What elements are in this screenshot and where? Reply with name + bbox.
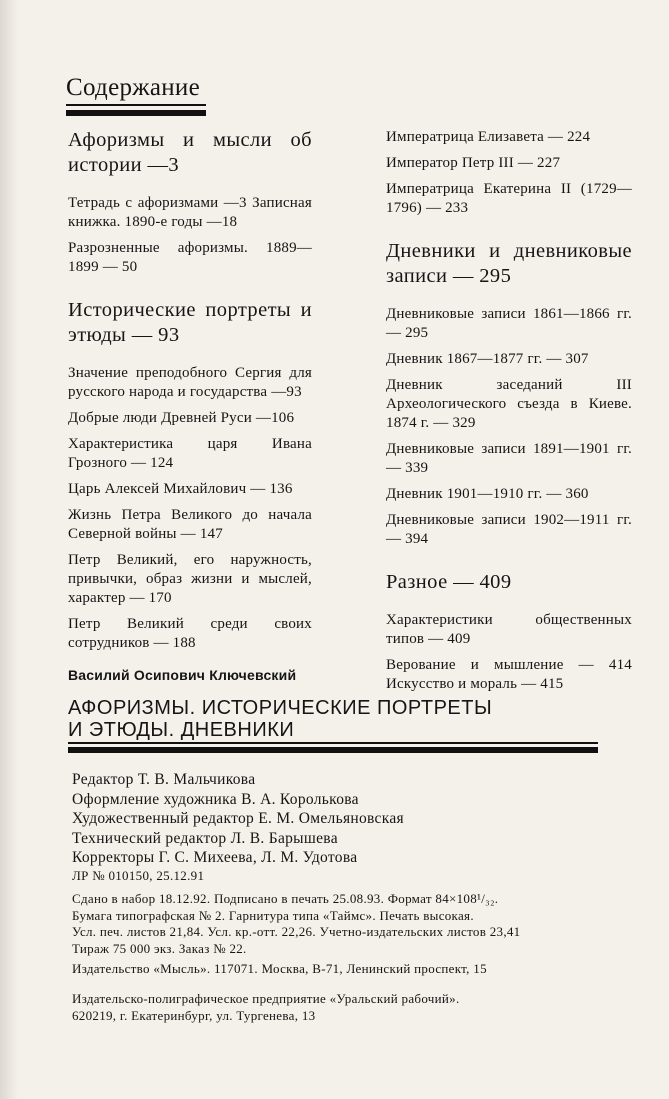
print-info-line: Усл. печ. листов 21,84. Усл. кр.-отт. 22,26. Учетно-издательских листов 23,41	[72, 924, 521, 939]
title-rule-thick	[66, 110, 206, 116]
toc-entry: Петр Великий среди своих сотрудников — 188	[68, 616, 312, 651]
credit-line: Художественный редактор Е. М. Омельяновская	[72, 810, 404, 827]
credit-line: Редактор Т. В. Мальчикова	[72, 771, 256, 788]
publisher-info: Издательство «Мысль». 117071. Москва, В-71, Ленинский проспект, 15	[72, 961, 487, 976]
toc-entry: Петр Великий, его наружность, привычки, образ жизни и мыслей, характер — 170	[68, 552, 312, 606]
license-number: ЛР № 010150, 25.12.91	[72, 868, 205, 883]
toc-entry: Верование и мышление — 414 Искусство и мораль — 415	[386, 657, 632, 692]
credit-line: Корректоры Г. С. Михеева, Л. М. Удотова	[72, 849, 358, 866]
page-edge-shadow	[0, 0, 18, 1099]
toc-entry: Дневник 1867—1877 гг. — 307	[386, 351, 589, 367]
toc-entry: Императрица Екатерина II (1729—1796) — 233	[386, 181, 632, 216]
toc-right-column	[386, 128, 632, 701]
toc-section-heading: Дневники и дневниковые записи — 295	[386, 240, 632, 287]
toc-entry: Царь Алексей Михайлович — 136	[68, 481, 293, 497]
print-info-line: Тираж 75 000 экз. Заказ № 22.	[72, 940, 247, 956]
toc-section-heading: Афоризмы и мысли об истории —3	[68, 129, 312, 176]
book-title-rule-thin	[68, 742, 598, 744]
book-title	[68, 697, 608, 741]
toc-entry: Характеристика царя Ивана Грозного — 124	[68, 436, 312, 471]
section-gap	[68, 284, 312, 298]
toc-entry: Дневниковые записи 1902—1911 гг. — 394	[386, 512, 632, 547]
toc-entry: Дневниковые записи 1891—1901 гг. — 339	[386, 441, 632, 476]
toc-entry: Значение преподобного Сергия для русского народа и государства —93	[68, 365, 312, 400]
toc-left-column	[68, 128, 312, 660]
print-info-line: Сдано в набор 18.12.92. Подписано в печать 25.08.93. Формат 84×108¹/₃₂.	[72, 891, 499, 906]
printer-info-line: 620219, г. Екатеринбург, ул. Тургенева, 13	[72, 1007, 316, 1023]
book-title-line: АФОРИЗМЫ. ИСТОРИЧЕСКИЕ ПОРТРЕТЫ	[68, 697, 493, 719]
book-title-rule-thick	[68, 747, 598, 753]
toc-entry: Жизнь Петра Великого до начала Северной войны — 147	[68, 507, 312, 542]
toc-section-heading: Разное — 409	[386, 571, 512, 593]
print-info-line: Бумага типографская № 2. Гарнитура типа «Таймс». Печать высокая.	[72, 907, 474, 923]
title-rule-thin	[66, 104, 206, 106]
printer-info-line: Издательско-полиграфическое предприятие «Уральский рабочий».	[72, 991, 460, 1006]
print-info-block	[72, 891, 642, 957]
toc-entry: Император Петр III — 227	[386, 155, 561, 171]
toc-entry: Дневник 1901—1910 гг. — 360	[386, 486, 589, 502]
toc-section-heading: Исторические портреты и этюды — 93	[68, 299, 312, 346]
toc-entry: Дневниковые записи 1861—1866 гг. — 295	[386, 306, 632, 341]
toc-entry: Добрые люди Древней Руси —106	[68, 410, 295, 426]
printer-info-block	[72, 991, 642, 1024]
section-gap	[386, 225, 632, 239]
toc-entry: Тетрадь с афоризмами —3 Записная книжка. 1890-е годы —18	[68, 195, 312, 230]
credits-block	[72, 770, 592, 868]
section-gap	[386, 556, 632, 570]
credit-line: Технический редактор Л. В. Барышева	[72, 829, 338, 847]
toc-entry: Дневник заседаний III Археологического съезда в Киеве. 1874 г. — 329	[386, 377, 632, 431]
toc-entry: Характеристики общественных типов — 409	[386, 612, 632, 647]
toc-entry: Императрица Елизавета — 224	[386, 129, 591, 145]
credit-line: Оформление художника В. А. Королькова	[72, 790, 359, 808]
page-title: Содержание	[66, 74, 200, 101]
author-name: Василий Осипович Ключевский	[68, 667, 297, 683]
toc-entry: Разрозненные афоризмы. 1889—1899 — 50	[68, 240, 312, 275]
book-title-line: И ЭТЮДЫ. ДНЕВНИКИ	[68, 719, 295, 741]
